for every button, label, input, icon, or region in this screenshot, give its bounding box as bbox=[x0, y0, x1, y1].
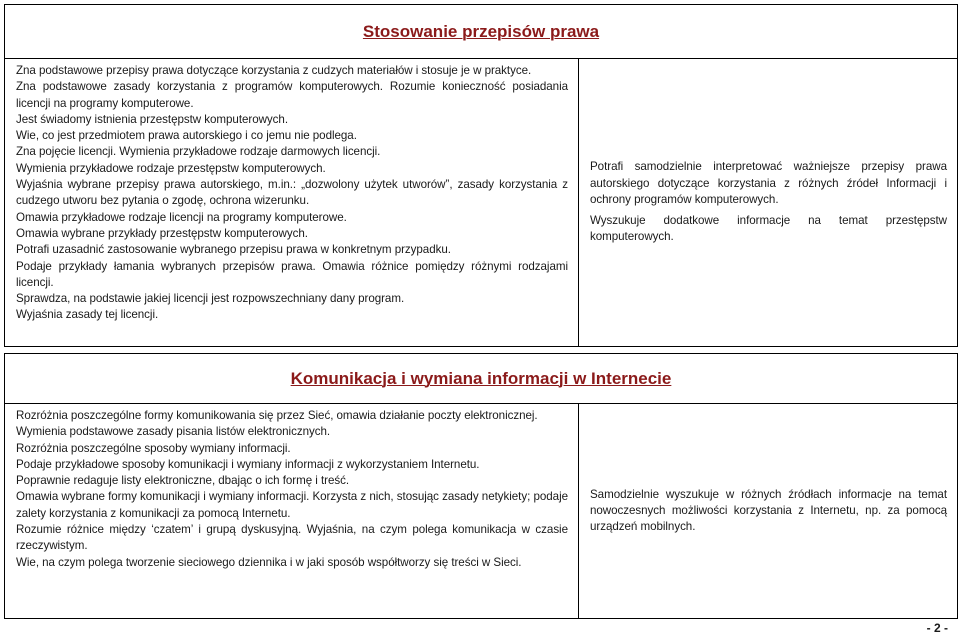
requirement-item: Omawia wybrane przykłady przestępstw komputerowych. bbox=[16, 226, 308, 240]
requirement-item: Poprawnie redaguje listy elektroniczne, dbając o ich formę i treść. bbox=[16, 474, 350, 488]
requirement-item: Wymienia podstawowe zasady pisania listów elektronicznych. bbox=[16, 425, 331, 439]
advanced-requirements-law bbox=[579, 59, 957, 346]
requirement-item: Zna pojęcie licencji. Wymienia przykładowe rodzaje darmowych licencji. bbox=[16, 145, 381, 159]
basic-requirements-law bbox=[5, 59, 579, 346]
advanced-requirements-communication bbox=[579, 404, 957, 618]
requirement-item: Wie, co jest przedmiotem prawa autorskiego i co jemu nie podlega. bbox=[16, 129, 357, 143]
requirement-item: Zna podstawowe zasady korzystania z programów komputerowych. Rozumie konieczność posiadania licencji na programy komputerowe. bbox=[16, 80, 568, 110]
advanced-item: Wyszukuje dodatkowe informacje na temat przestępstw komputerowych. bbox=[590, 214, 947, 244]
section-title-law: Stosowanie przepisów prawa bbox=[362, 22, 600, 41]
requirement-item: Podaje przykładowe sposoby komunikacji i wymiany informacji z wykorzystaniem Internetu. bbox=[16, 457, 480, 471]
requirement-item: Wyjaśnia zasady tej licencji. bbox=[16, 308, 159, 322]
requirement-item: Wyjaśnia wybrane przepisy prawa autorskiego, m.in.: „dozwolony użytek utworów”, zasady korzystania z cudzego utworu bez pytania o zgodę, ochrona wizerunku. bbox=[16, 178, 568, 208]
advanced-item: Samodzielnie wyszukuje w różnych źródłach informacje na temat nowoczesnych możliwości korzystania z Internetu, np. za pomocą urządzeń mobilnych. bbox=[590, 487, 947, 534]
section-header-law bbox=[4, 4, 958, 59]
requirement-item: Wie, na czym polega tworzenie sieciowego dziennika i w jaki sposób współtworzy się treści w Sieci. bbox=[16, 555, 522, 569]
requirement-item: Wymienia przykładowe rodzaje przestępstw komputerowych. bbox=[16, 161, 326, 175]
requirement-item: Potrafi uzasadnić zastosowanie wybranego przepisu prawa w konkretnym przypadku. bbox=[16, 243, 451, 257]
requirement-item: Rozróżnia poszczególne sposoby wymiany informacji. bbox=[16, 441, 291, 455]
requirements-row-law bbox=[4, 58, 958, 347]
section-header-communication bbox=[4, 353, 958, 404]
requirements-row-communication bbox=[4, 403, 958, 619]
requirement-item: Rozumie różnice między ‘czatem’ i grupą dyskusyjną. Wyjaśnia, na czym polega komunikacja w czasie rzeczywistym. bbox=[16, 523, 568, 553]
requirement-item: Rozróżnia poszczególne formy komunikowania się przez Sieć, omawia działanie poczty elektronicznej. bbox=[16, 409, 538, 422]
advanced-item: Potrafi samodzielnie interpretować ważniejsze przepisy prawa autorskiego dotyczące korzystania z różnych źródeł Informacji i ochrony programów komputerowych. bbox=[590, 160, 947, 206]
section-title-communication: Komunikacja i wymiana informacji w Internecie bbox=[290, 369, 672, 388]
requirement-item: Sprawdza, na podstawie jakiej licencji jest rozpowszechniany dany program. bbox=[16, 292, 405, 306]
page-number: - 2 - bbox=[926, 621, 948, 635]
requirement-item: Omawia przykładowe rodzaje licencji na programy komputerowe. bbox=[16, 210, 347, 224]
requirement-item: Zna podstawowe przepisy prawa dotyczące korzystania z cudzych materiałów i stosuje je w praktyce. bbox=[16, 64, 532, 77]
requirement-item: Omawia wybrane formy komunikacji i wymiany informacji. Korzysta z nich, stosując zasady netykiety; podaje zalety korzystania z komunikacji za pomocą Internetu. bbox=[16, 490, 568, 520]
requirement-item: Jest świadomy istnienia przestępstw komputerowych. bbox=[16, 112, 288, 126]
basic-requirements-communication bbox=[5, 404, 579, 618]
requirement-item: Podaje przykłady łamania wybranych przepisów prawa. Omawia różnice pomiędzy różnymi rodzajami licencji. bbox=[16, 259, 568, 289]
